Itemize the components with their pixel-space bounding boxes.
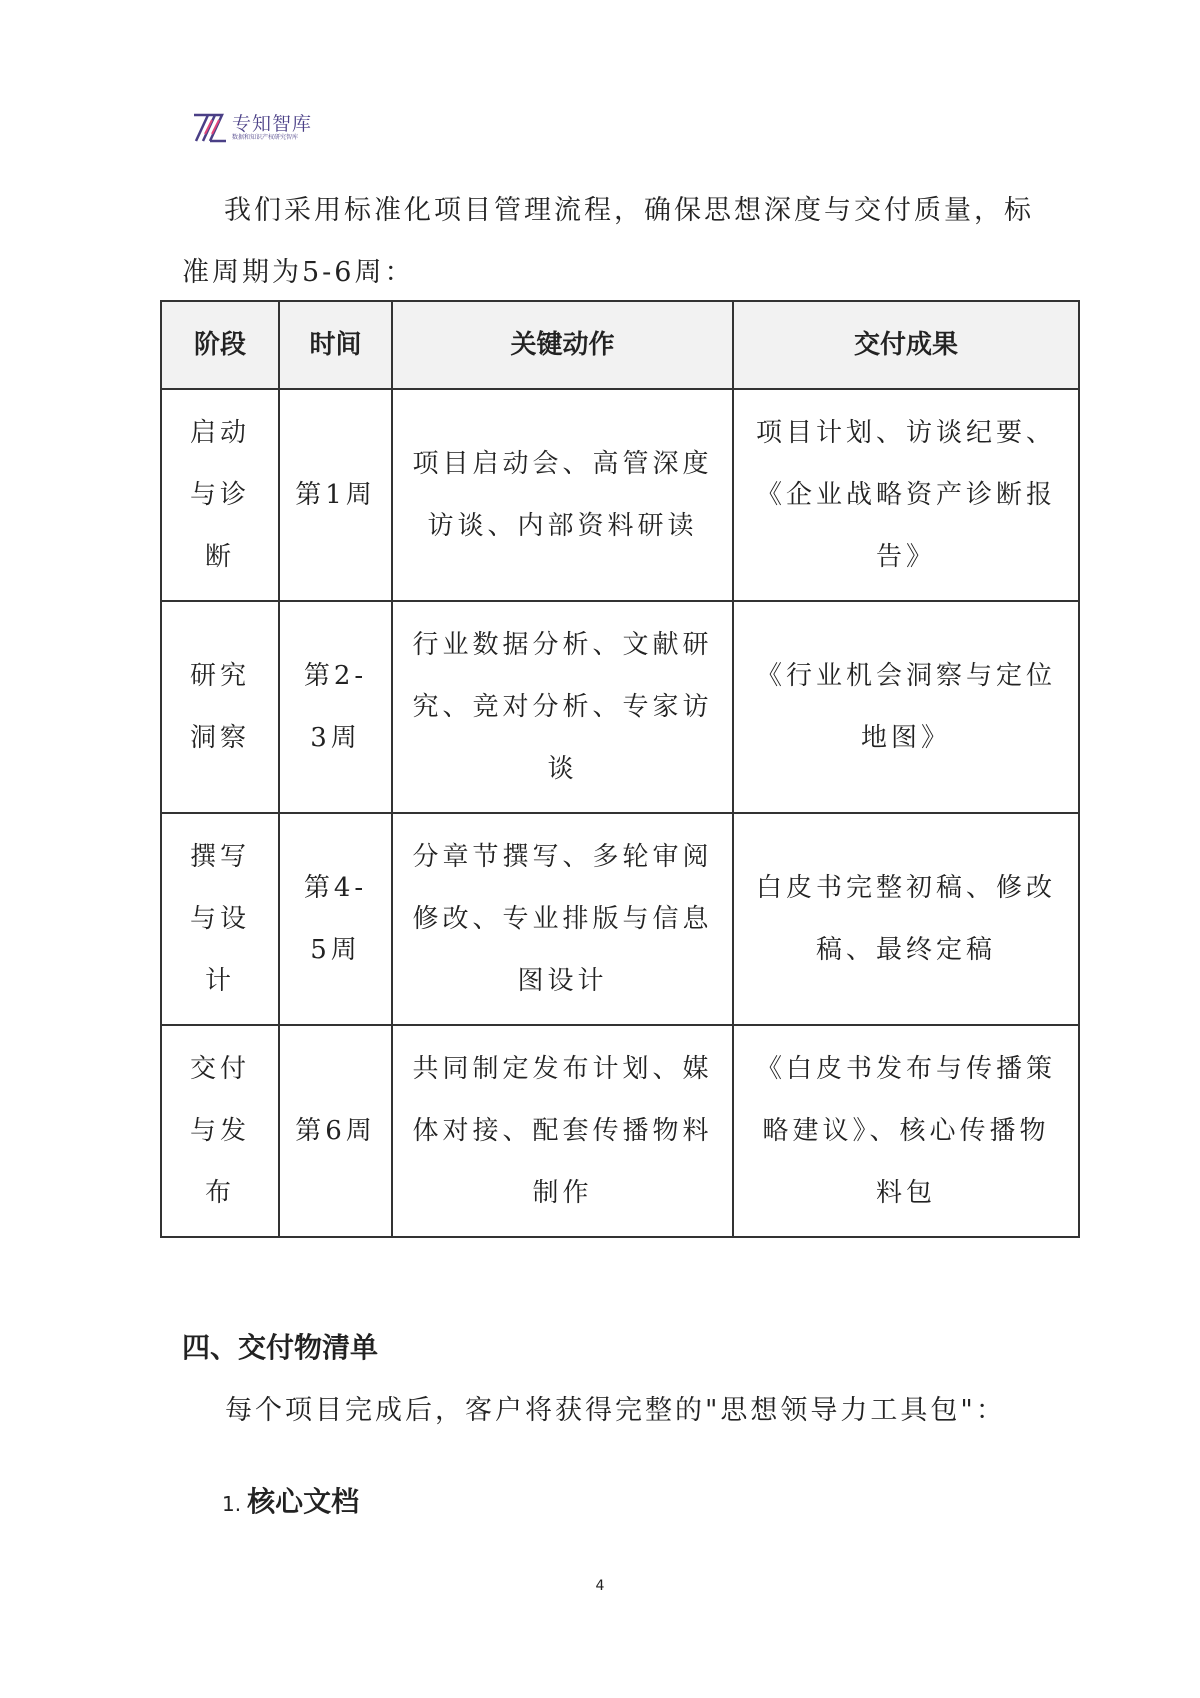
- actions-cell: 共同制定发布计划、媒体对接、配套传播物料制作: [392, 1025, 733, 1237]
- table-row: [161, 601, 1079, 813]
- logo: [192, 112, 312, 144]
- stage-cell: 启动与诊断: [161, 389, 279, 601]
- time-cell: 第4-5周: [279, 813, 392, 1025]
- table-header-row: [161, 301, 1079, 389]
- project-schedule-table: [160, 300, 1080, 1238]
- intro-paragraph: 我们采用标准化项目管理流程，确保思想深度与交付质量，标准周期为5-6周：: [182, 195, 1034, 288]
- header-cell: 关键动作: [392, 301, 733, 389]
- table-row: [161, 813, 1079, 1025]
- table-row: [161, 1025, 1079, 1237]
- actions-cell: 行业数据分析、文献研究、竞对分析、专家访谈: [392, 601, 733, 813]
- header-cell: 交付成果: [733, 301, 1079, 389]
- section-paragraph: 每个项目完成后，客户将获得完整的"思想领导力工具包"：: [225, 1395, 1006, 1426]
- section-heading: 四、交付物清单: [182, 1331, 379, 1364]
- time-cell: 第6周: [279, 1025, 392, 1237]
- deliverables-cell: 白皮书完整初稿、修改稿、最终定稿: [733, 813, 1079, 1025]
- header-cell: 时间: [279, 301, 392, 389]
- list-item-number: 1.: [222, 1492, 242, 1516]
- deliverables-cell: 《白皮书发布与传播策略建议》、核心传播物料包: [733, 1025, 1079, 1237]
- logo-name: 专知智库: [232, 113, 313, 135]
- page-number: 4: [595, 1578, 605, 1594]
- actions-cell: 项目启动会、高管深度访谈、内部资料研读: [392, 389, 733, 601]
- stage-cell: 交付与发布: [161, 1025, 279, 1237]
- logo-subtitle: 数据和知识产权研究智库: [232, 134, 299, 141]
- stage-cell: 研究洞察: [161, 601, 279, 813]
- logo-mark-icon: [192, 112, 228, 144]
- stage-cell: 撰写与设计: [161, 813, 279, 1025]
- list-item-title: 核心文档: [247, 1485, 360, 1518]
- table-row: [161, 389, 1079, 601]
- actions-cell: 分章节撰写、多轮审阅修改、专业排版与信息图设计: [392, 813, 733, 1025]
- time-cell: 第1周: [279, 389, 392, 601]
- deliverables-cell: 项目计划、访谈纪要、《企业战略资产诊断报告》: [733, 389, 1079, 601]
- time-cell: 第2-3周: [279, 601, 392, 813]
- list-item: [222, 1480, 359, 1520]
- deliverables-cell: 《行业机会洞察与定位地图》: [733, 601, 1079, 813]
- header-cell: 阶段: [161, 301, 279, 389]
